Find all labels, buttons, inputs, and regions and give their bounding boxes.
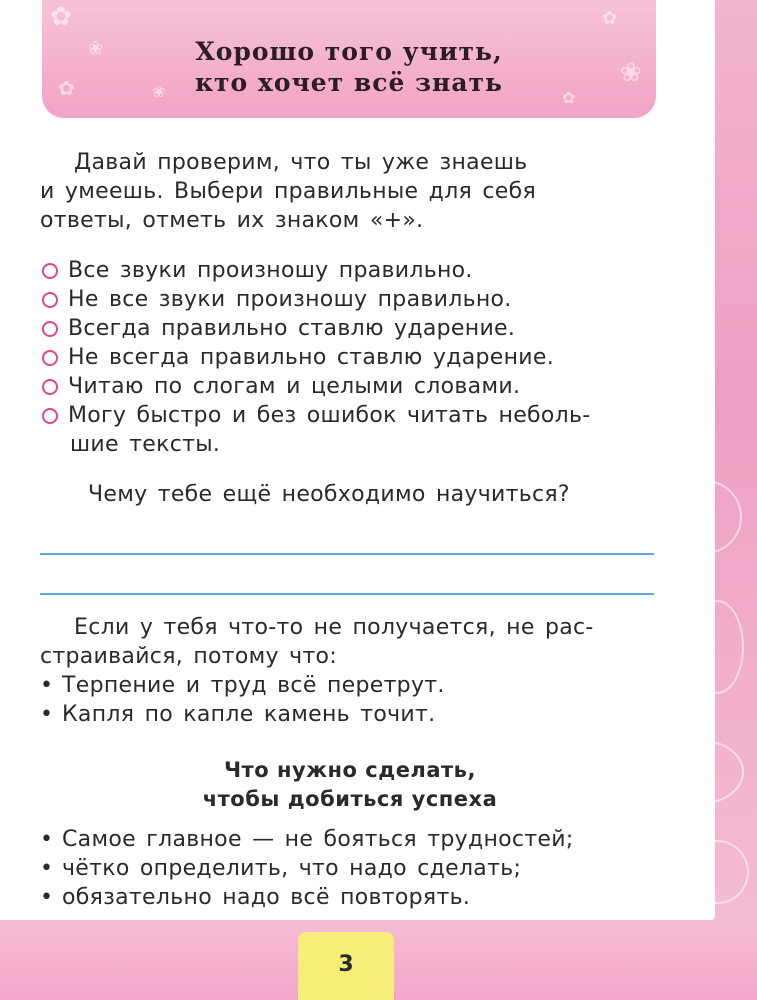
intro-line: ответы, отметь их знаком «+». xyxy=(40,208,424,233)
list-item-text: Самое главное — не бояться трудностей; xyxy=(62,827,574,852)
bullet-icon: • xyxy=(40,673,54,698)
list-item xyxy=(40,854,660,883)
success-list xyxy=(40,825,660,912)
list-item-text: обязательно надо всё повторять. xyxy=(62,885,471,910)
list-item-text: чётко определить, что надо сделать; xyxy=(62,856,522,881)
section-heading xyxy=(40,756,660,814)
page-title xyxy=(42,36,656,101)
intro-line: Давай проверим, что ты уже знаешь xyxy=(74,150,528,175)
checklist-item-label: Не все звуки произношу правильно. xyxy=(68,287,512,312)
bullet-icon: • xyxy=(40,702,54,727)
page-number: 3 xyxy=(298,932,394,1000)
checklist xyxy=(40,256,660,459)
checklist-item-label: Могу быстро и без ошибок читать неболь- xyxy=(68,403,591,428)
circle-checkbox-icon[interactable] xyxy=(42,263,58,279)
checklist-item-label: Читаю по слогам и целыми словами. xyxy=(68,374,521,399)
checklist-item[interactable] xyxy=(40,314,660,343)
proverb-item xyxy=(40,671,660,700)
circle-checkbox-icon[interactable] xyxy=(42,379,58,395)
section-heading-line: Что нужно сделать, xyxy=(224,758,476,782)
checklist-item[interactable] xyxy=(40,372,660,401)
flower-icon: ✿ xyxy=(58,76,75,100)
checklist-item-label: Все звуки произношу правильно. xyxy=(68,258,473,283)
bullet-icon: • xyxy=(40,827,54,852)
proverb-text: Терпение и труд всё перетрут. xyxy=(62,673,445,698)
checklist-item-label: Всегда правильно ставлю ударение. xyxy=(68,316,516,341)
bullet-icon: • xyxy=(40,856,54,881)
flower-icon: ✿ xyxy=(50,2,72,32)
checklist-item[interactable] xyxy=(40,256,660,285)
list-item xyxy=(40,883,660,912)
flower-icon: ❀ xyxy=(620,58,642,88)
section-heading-line: чтобы добиться успеха xyxy=(202,787,498,811)
checklist-item-continuation: шие тексты. xyxy=(70,432,221,457)
header-banner xyxy=(42,0,656,118)
bullet-icon: • xyxy=(40,885,54,910)
circle-checkbox-icon[interactable] xyxy=(42,408,58,424)
circle-checkbox-icon[interactable] xyxy=(42,292,58,308)
page-title-line: кто хочет всё знать xyxy=(194,68,503,97)
answer-line[interactable] xyxy=(40,553,654,555)
flower-icon: ❀ xyxy=(88,38,104,59)
intro-paragraph xyxy=(40,148,660,235)
checklist-item[interactable] xyxy=(40,343,660,372)
checklist-item[interactable] xyxy=(40,285,660,314)
proverb-item xyxy=(40,700,660,729)
intro-line: и умеешь. Выбери правильные для себя xyxy=(40,179,537,204)
circle-checkbox-icon[interactable] xyxy=(42,321,58,337)
advice-line: Если у тебя что-то не получается, не рас- xyxy=(74,615,594,640)
page-title-line: Хорошо того учить, xyxy=(195,37,503,66)
flower-icon: ❀ xyxy=(152,82,166,101)
checklist-item[interactable] xyxy=(40,401,660,430)
list-item xyxy=(40,825,660,854)
circle-checkbox-icon[interactable] xyxy=(42,350,58,366)
advice-line: страивайся, потому что: xyxy=(40,644,338,669)
checklist-item-label: Не всегда правильно ставлю ударение. xyxy=(68,345,555,370)
answer-line[interactable] xyxy=(40,593,654,595)
flower-icon: ✿ xyxy=(562,88,576,107)
question-text: Чему тебе ещё необходимо научиться? xyxy=(88,482,570,507)
proverb-text: Капля по капле камень точит. xyxy=(62,702,436,727)
flower-icon: ✿ xyxy=(602,8,618,29)
advice-paragraph xyxy=(40,613,660,729)
